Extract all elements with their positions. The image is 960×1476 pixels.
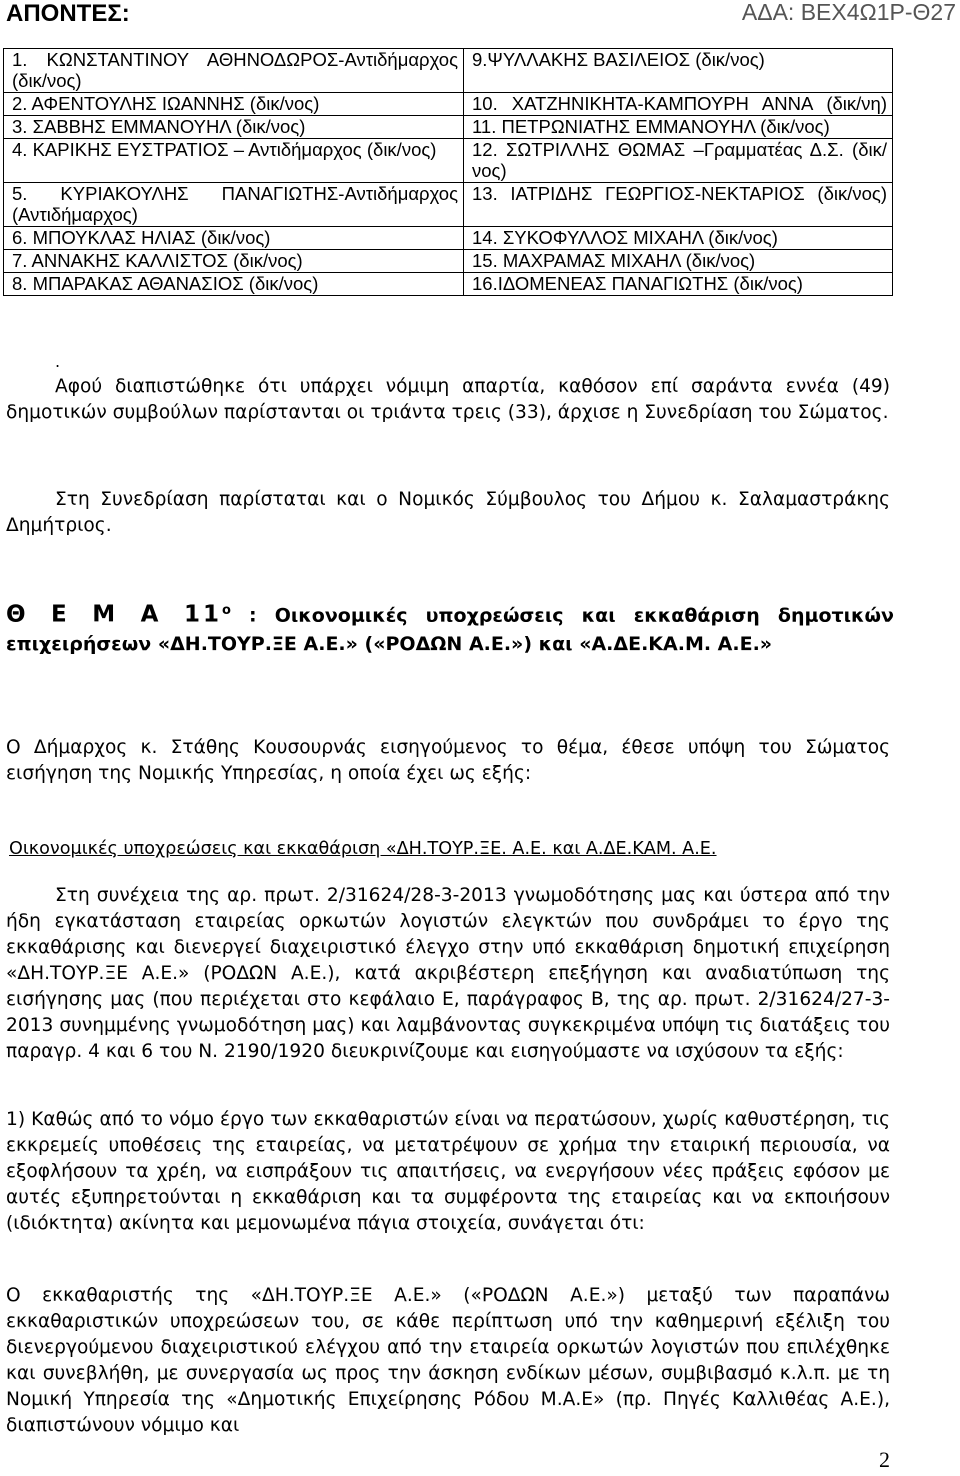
liquidator-paragraph: Ο εκκαθαριστής της «ΔΗ.ΤΟΥΡ.ΞΕ Α.Ε.» («ΡΟΔΩΝ Α.Ε.») μεταξύ των παραπάνω εκκαθαριστικών υποχρεώσεων του, σε κάθε περίπτωση υπό την καθημερινή εξέλιξη του διενεργούμενου διαχειριστικού ελέγχου από την εταιρεία ορκωτών λογιστών που επιλέχθηκε και συνεβλήθη, με συνεργασία ως προς την άσκηση ενδίκων μέσων, συμβιβασμό κ.λ.π. με τη Νομική Υπηρεσία της «Δημοτικής Επιχείρησης Ρόδου Μ.Α.Ε» (πρ. Πηγές Καλλιθέας Α.Ε.), διαπιστώνουν νόμιμο και	[6, 1285, 890, 1436]
table-cell: 12. ΣΩΤΡΙΛΛΗΣ ΘΩΜΑΣ –Γραμματέας Δ.Σ. (δικ/νος)	[464, 139, 893, 183]
table-row	[4, 183, 893, 227]
table-cell: 8. ΜΠΑΡΑΚΑΣ ΑΘΑΝΑΣΙΟΣ (δικ/νος)	[4, 273, 464, 296]
table-cell: 10. ΧΑΤΖΗΝΙΚΗΤΑ-ΚΑΜΠΟΥΡΗ ΑΝΝΑ (δικ/νη)	[464, 93, 893, 116]
table-cell: 13. ΙΑΤΡΙΔΗΣ ΓΕΩΡΓΙΟΣ-ΝΕΚΤΑΡΙΟΣ (δικ/νος)	[464, 183, 893, 227]
point1-paragraph: 1) Καθώς από το νόμο έργο των εκκαθαριστών είναι να περατώσουν, χωρίς καθυστέρηση, τις εκκρεμείς υποθέσεις της εταιρείας, να μετατρέψουν σε χρήμα την εταιρική περιουσία, να εξοφλήσουν τα χρέη, να εισπράξουν τις απαιτήσεις, να ενεργήσουν νέες πράξεις εφόσον με αυτές εξυπηρετούνται η εκκαθάριση και τα συμφέροντα της εταιρείας και να εκποιήσουν (ιδιόκτητα) ακίνητα και μεμονωμένα πάγια στοιχεία, συνάγεται ότι:	[6, 1109, 890, 1234]
subject-title: Οικονομικές υποχρεώσεις και εκκαθάριση «ΔΗ.ΤΟΥΡ.ΞΕ. Α.Ε. και Α.ΔΕ.ΚΑΜ. Α.Ε.	[9, 839, 717, 859]
table-cell: 9.ΨΥΛΛΑΚΗΣ ΒΑΣΙΛΕΙΟΣ (δικ/νος)	[464, 49, 893, 93]
absent-members-table	[3, 48, 893, 296]
table-cell: 7. ΑΝΝΑΚΗΣ ΚΑΛΛΙΣΤΟΣ (δικ/νος)	[4, 250, 464, 273]
ada-code: ΑΔΑ: ΒΕΧ4Ω1Ρ-Θ27	[741, 0, 956, 25]
topic-number: Θ Ε Μ Α 11	[6, 601, 222, 628]
table-cell: 14. ΣΥΚΟΦΥΛΛΟΣ ΜΙΧΑΗΛ (δικ/νος)	[464, 227, 893, 250]
table-cell: 5. ΚΥΡΙΑΚΟΥΛΗΣ ΠΑΝΑΓΙΩΤΗΣ-Αντιδήμαρχος (Αντιδήμαρχος)	[4, 183, 464, 227]
table-row	[4, 227, 893, 250]
table-cell: 1. ΚΩΝΣΤΑΝΤΙΝΟΥ ΑΘΗΝΟΔΩΡΟΣ-Αντιδήμαρχος (δικ/νος)	[4, 49, 464, 93]
legal-advisor-text: Στη Συνεδρίαση παρίσταται και ο Νομικός Σύμβουλος του Δήμου κ. Σαλαμαστράκης Δημήτριος.	[6, 489, 890, 536]
quorum-text: Αφού διαπιστώθηκε ότι υπάρχει νόμιμη απαρτία, καθόσον επί σαράντα εννέα (49) δημοτικών συμβούλων παρίστανται οι τριάντα τρεις (33), άρχισε η Συνεδρίαση του Σώματος.	[6, 376, 890, 423]
table-row	[4, 116, 893, 139]
table-cell: 16.ΙΔΟΜΕΝΕΑΣ ΠΑΝΑΓΙΩΤΗΣ (δικ/νος)	[464, 273, 893, 296]
topic-ordinal: ο	[221, 603, 231, 618]
continuation-paragraph	[6, 883, 890, 1065]
page-number: 2	[879, 1447, 890, 1472]
table-row	[4, 139, 893, 183]
table-row	[4, 250, 893, 273]
topic-text: : Οικονομικές υποχρεώσεις και εκκαθάριση δημοτικών επιχειρήσεων «ΔΗ.ΤΟΥΡ.ΞΕ Α.Ε.» («ΡΟΔΩΝ Α.Ε.») και «Α.ΔΕ.ΚΑ.Μ. Α.Ε.»	[6, 604, 894, 656]
table-cell: 11. ΠΕΤΡΩΝΙΑΤΗΣ ΕΜΜΑΝΟΥΗΛ (δικ/νος)	[464, 116, 893, 139]
stray-dot: .	[55, 352, 61, 371]
table-row	[4, 273, 893, 296]
table-row	[4, 49, 893, 93]
mayor-paragraph: Ο Δήμαρχος κ. Στάθης Κουσουρνάς εισηγούμενος το θέμα, έθεσε υπόψη του Σώματος εισήγηση της Νομικής Υπηρεσίας, η οποία έχει ως εξής:	[6, 737, 890, 784]
topic-heading	[6, 596, 894, 659]
table-cell: 4. ΚΑΡΙΚΗΣ ΕΥΣΤΡΑΤΙΟΣ – Αντιδήμαρχος (δικ/νος)	[4, 139, 464, 183]
table-cell: 3. ΣΑΒΒΗΣ ΕΜΜΑΝΟΥΗΛ (δικ/νος)	[4, 116, 464, 139]
table-cell: 2. ΑΦΕΝΤΟΥΛΗΣ ΙΩΑΝΝΗΣ (δικ/νος)	[4, 93, 464, 116]
table-cell: 6. ΜΠΟΥΚΛΑΣ ΗΛΙΑΣ (δικ/νος)	[4, 227, 464, 250]
absent-title: ΑΠΟΝΤΕΣ:	[6, 0, 130, 27]
legal-advisor-paragraph	[6, 487, 890, 539]
table-row	[4, 93, 893, 116]
table-cell: 15. ΜΑΧΡΑΜΑΣ ΜΙΧΑΗΛ (δικ/νος)	[464, 250, 893, 273]
continuation-text: Στη συνέχεια της αρ. πρωτ. 2/31624/28-3-2013 γνωμοδότησης μας και ύστερα από την ήδη εγκατάσταση εταιρείας ορκωτών λογιστών ελεγκτών που συνδράμει το έργο της εκκαθάρισης και διενεργεί διαχειριστικό έλεγχο στην υπό εκκαθάριση δημοτική επιχείρηση «ΔΗ.ΤΟΥΡ.ΞΕ Α.Ε.» (ΡΟΔΩΝ Α.Ε.), κατά ακριβέστερη επεξήγηση και αναδιατύπωση της εισήγησης μας (που περιέχεται στο κεφάλαιο Ε, παράγραφος Β, της αρ. πρωτ. 2/31624/27-3-2013 συνημμένης γνωμοδότηση μας) και λαμβάνοντας συγκεκριμένα υπόψη τις διατάξεις του παραγρ. 4 και 6 του Ν. 2190/1920 διευκρινίζουμε και εισηγούμαστε να ισχύσουν τα εξής:	[6, 885, 890, 1062]
quorum-paragraph	[6, 374, 890, 426]
